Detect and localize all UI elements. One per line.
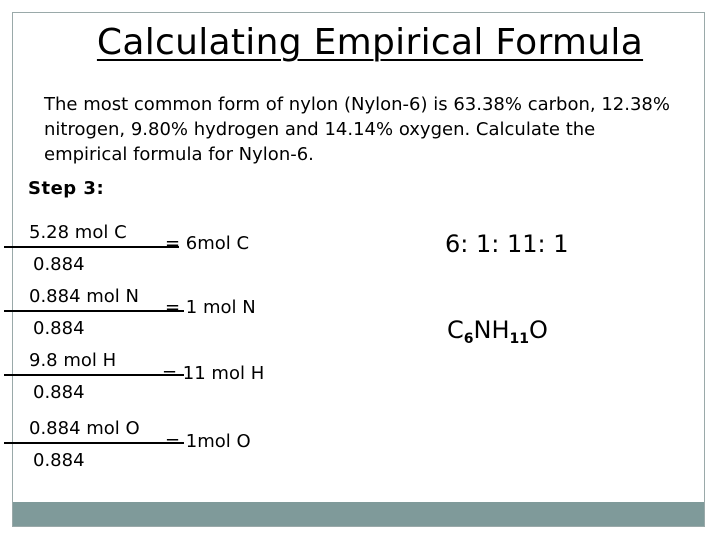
slide-frame (12, 12, 705, 527)
fraction-numerator: 5.28 mol C (29, 222, 127, 243)
element-n: N (473, 316, 492, 344)
footer-bar (13, 502, 704, 526)
element-h: H (491, 316, 510, 344)
element-c: C (447, 316, 464, 344)
result-carbon: = 6mol C (165, 233, 250, 254)
fraction-numerator: 0.884 mol O (29, 418, 140, 439)
subscript-h: 11 (509, 331, 529, 347)
fraction-bar (4, 442, 184, 444)
result-nitrogen: = 1 mol N (165, 297, 256, 318)
result-hydrogen: = 11 mol H (162, 363, 265, 384)
problem-statement: The most common form of nylon (Nylon-6) is 63.38% carbon, 12.38% nitrogen, 9.80% hydrogen and 14.14% oxygen. Calculate the empirical formula for Nylon-6. (44, 94, 670, 165)
fraction-denominator: 0.884 (33, 254, 85, 275)
fraction-denominator: 0.884 (33, 318, 85, 339)
fraction-numerator: 0.884 mol N (29, 286, 139, 307)
fraction-bar (4, 310, 184, 312)
fraction-denominator: 0.884 (33, 382, 85, 403)
result-oxygen: = 1mol O (165, 431, 251, 452)
subscript-c: 6 (463, 331, 474, 347)
mole-ratio: 6: 1: 11: 1 (445, 230, 569, 258)
fraction-bar (4, 246, 179, 248)
fraction-numerator: 9.8 mol H (29, 350, 117, 371)
step-label: Step 3: (28, 178, 105, 199)
fraction-denominator: 0.884 (33, 450, 85, 471)
element-o: O (529, 316, 548, 344)
fraction-bar (4, 374, 184, 376)
empirical-formula (447, 316, 548, 347)
slide-title: Calculating Empirical Formula (96, 22, 644, 63)
